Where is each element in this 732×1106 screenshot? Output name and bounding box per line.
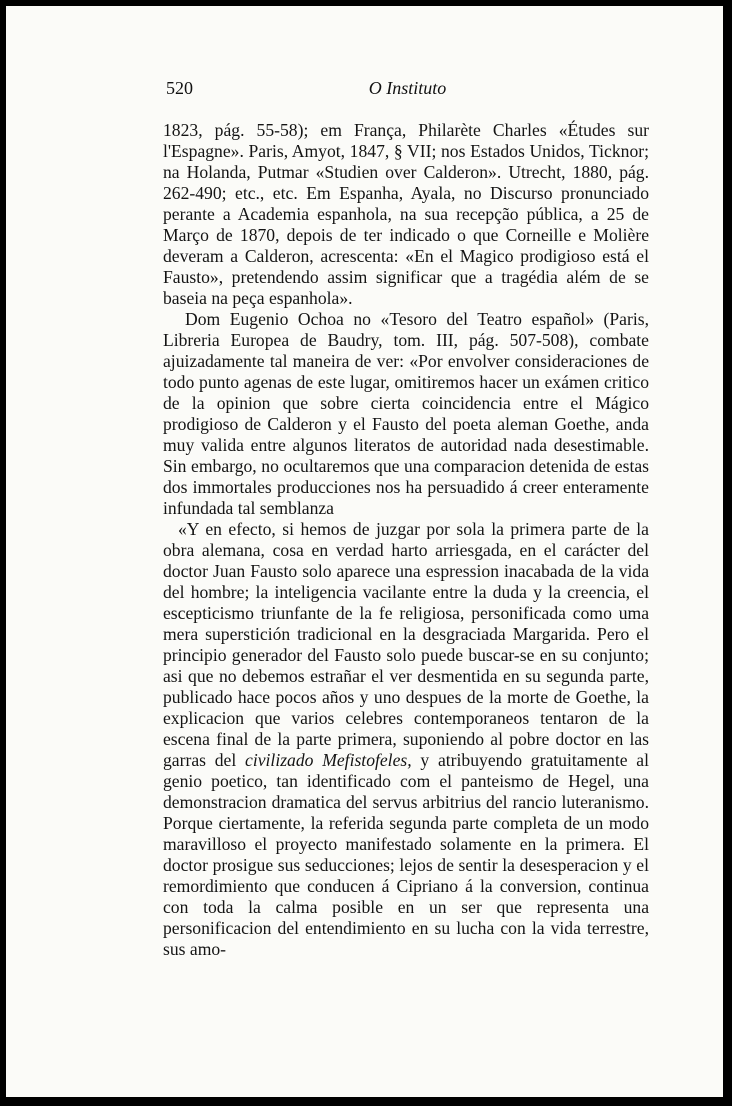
paragraph-1: 1823, pág. 55-58); em França, Philarète Charles «Études sur l'Espagne». Paris, Amyot, 1847, § VII; nos Estados Unidos, Ticknor; na Holanda, Putmar «Studien over Calderon». Utrecht, 1880, pág. 262-490; etc., etc. Em Espanha, Ayala, no Discurso pronunciado perante a Academia espanhola, na sua recepção pública, a 25 de Março de 1870, depois de ter indicado o que Corneille e Molière deveram a Calderon, acrescenta: «En el Magico prodigioso está el Fausto», pretendendo assim significar que a tragédia além de se baseia na peça espanhola». (163, 120, 649, 308)
page-header (166, 78, 649, 104)
paragraph-3-italic: civilizado Mefistofeles, (245, 750, 412, 770)
paragraph-3 (163, 519, 649, 960)
paragraph-2: Dom Eugenio Ochoa no «Tesoro del Teatro español» (Paris, Libreria Europea de Baudry, tom. III, pág. 507-508), combate ajuizadamente tal maneira de ver: «Por envolver consideraciones de todo punto agenas de este lugar, omitiremos hacer un exámen critico de la opinion que sobre cierta coincidencia entre el Mágico prodigioso de Calderon y el Fausto del poeta aleman Goethe, anda muy valida entre algunos literatos de autoridad nada desestimable. Sin embargo, no ocultaremos que una comparacion detenida de estas dos immortales producciones nos ha persuadido á creer enteramente infundada tal semblanza (163, 309, 649, 518)
book-page (6, 6, 723, 1097)
paragraph-3-text-b: y atribuyendo gratuitamente al genio poetico, tan identificado com el panteismo de Hegel, una demonstracion dramatica del servus arbitrius del rancio luteranismo. Porque ciertamente, la referida segunda parte completa de un modo maravilloso el proyecto manifestado solamente en la primera. El doctor prosigue sus seducciones; lejos de sentir la desesperacion y el remordimiento que conducen á Cipriano á la conversion, continua con toda la calma posible en un ser que representa una personificacion del entendimiento en su lucha con la vida terrestre, sus amo- (163, 750, 649, 959)
page-number: 520 (166, 78, 193, 98)
body-text (163, 120, 649, 960)
running-title: O Instituto (368, 78, 447, 98)
paragraph-3-text-a: «Y en efecto, si hemos de juzgar por sola la primera parte de la obra alemana, cosa en verdad harto arriesgada, en el carácter del doctor Juan Fausto solo aparece una espression inacabada de la vida del hombre; la inteligencia vacilante entre la duda y la creencia, el escepticismo triunfante de la fe religiosa, personificada como uma mera superstición tradicional en la desgraciada Margarida. Pero el principio generador del Fausto solo puede buscar-se en su conjunto; asi que no debemos estrañar el ver desmentida en su segunda parte, publicado hace pocos años y uno despues de la morte de Goethe, la explicacion que varios celebres contemporaneos tentaron de la escena final de la parte primera, suponiendo al pobre doctor en las garras del (163, 519, 649, 770)
